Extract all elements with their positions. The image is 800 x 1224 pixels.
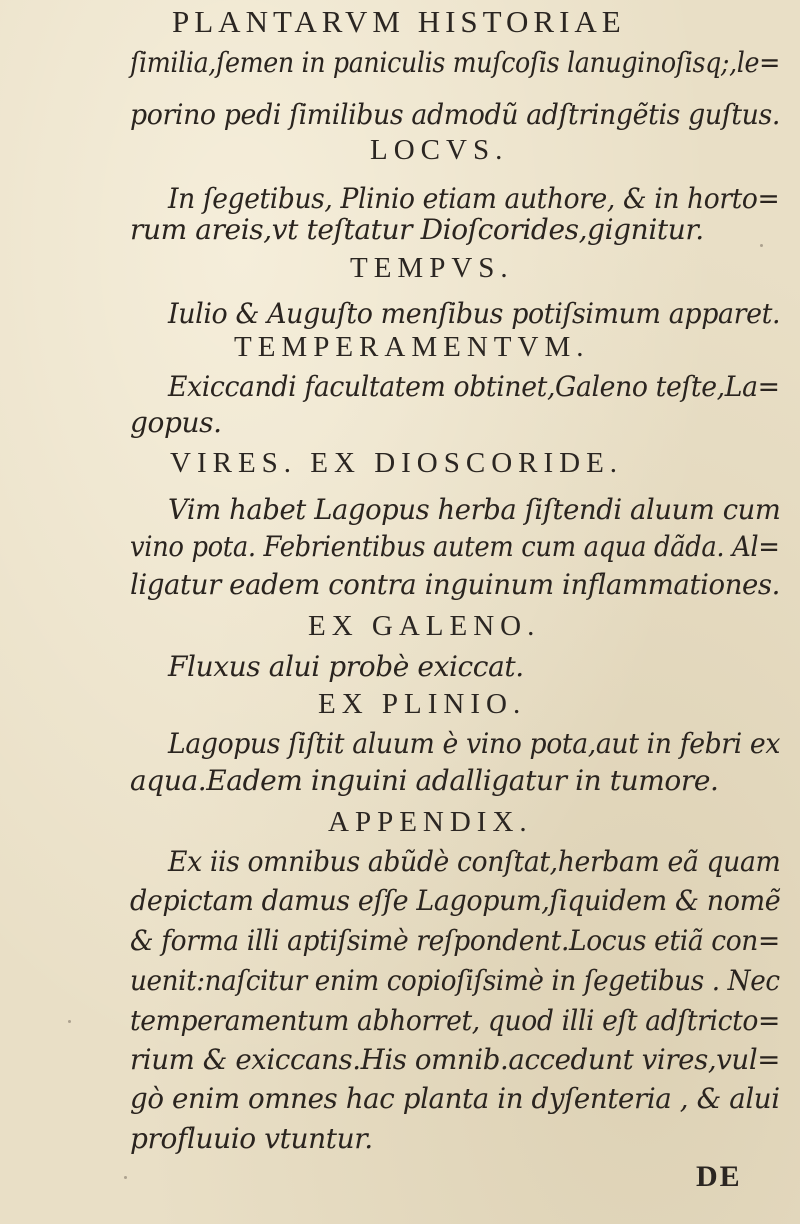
section-heading-galeno: EX GALENO. — [308, 610, 541, 642]
section-heading-temperamentum: TEMPERAMENTVM. — [234, 331, 590, 363]
section-heading-tempus: TEMPVS. — [350, 252, 514, 284]
text-line: Iulio & Auguſto menſibus potiſsimum apparet. — [168, 297, 781, 330]
text-line: rium & exiccans.His omnib.accedunt vires,vul= — [130, 1043, 781, 1076]
text-line: Fluxus alui probè exiccat. — [168, 650, 524, 683]
text-line: uenit:naſcitur enim copioſiſsimè in ſegetibus . Nec — [130, 964, 780, 997]
ink-speck — [760, 244, 763, 247]
text-line: Ex iis omnibus abũdè conſtat,herbam eã quam — [168, 845, 781, 878]
text-line: Vim habet Lagopus herba ſiſtendi aluum cum — [168, 493, 781, 526]
text-line: aqua.Eadem inguini adalligatur in tumore. — [130, 764, 719, 797]
text-line: depictam damus eſſe Lagopum,ſiquidem & nomẽ — [130, 884, 781, 917]
section-heading-locus: LOCVS. — [370, 134, 509, 166]
text-line: Lagopus ſiſtit aluum è vino pota,aut in febri ex — [168, 727, 781, 760]
text-line: rum areis,vt teſtatur Dioſcorides,gignitur. — [130, 213, 704, 246]
text-line: profluuio vtuntur. — [130, 1122, 373, 1155]
ink-speck — [124, 1176, 127, 1179]
section-heading-plinio: EX PLINIO. — [318, 688, 527, 720]
text-line: vino pota. Febrientibus autem cum aqua dãda. Al= — [130, 530, 780, 563]
text-line: ſimilia,ſemen in paniculis muſcoſis lanuginoſisq;,le= — [130, 46, 780, 79]
text-line: & forma illi aptiſsimè reſpondent.Locus etiã con= — [130, 924, 780, 957]
text-line: gopus. — [130, 406, 222, 439]
text-line: porino pedi ſimilibus admodũ adſtringẽtis guſtus. — [130, 98, 780, 131]
text-line: In ſegetibus, Plinio etiam authore, & in horto= — [168, 182, 780, 215]
section-heading-vires: VIRES. EX DIOSCORIDE. — [170, 447, 624, 479]
ink-speck — [68, 1020, 71, 1023]
text-line: ligatur eadem contra inguinum inflammationes. — [130, 568, 781, 601]
text-line: Exiccandi facultatem obtinet,Galeno teſte,La= — [168, 370, 780, 403]
section-heading-appendix: APPENDIX. — [328, 806, 533, 838]
catchword: DE — [696, 1160, 742, 1193]
running-head: PLANTARVM HISTORIAE — [172, 4, 626, 39]
text-line: temperamentum abhorret, quod illi eſt adſtricto= — [130, 1004, 780, 1037]
text-line: gò enim omnes hac planta in dyſenteria , & alui — [130, 1082, 780, 1115]
